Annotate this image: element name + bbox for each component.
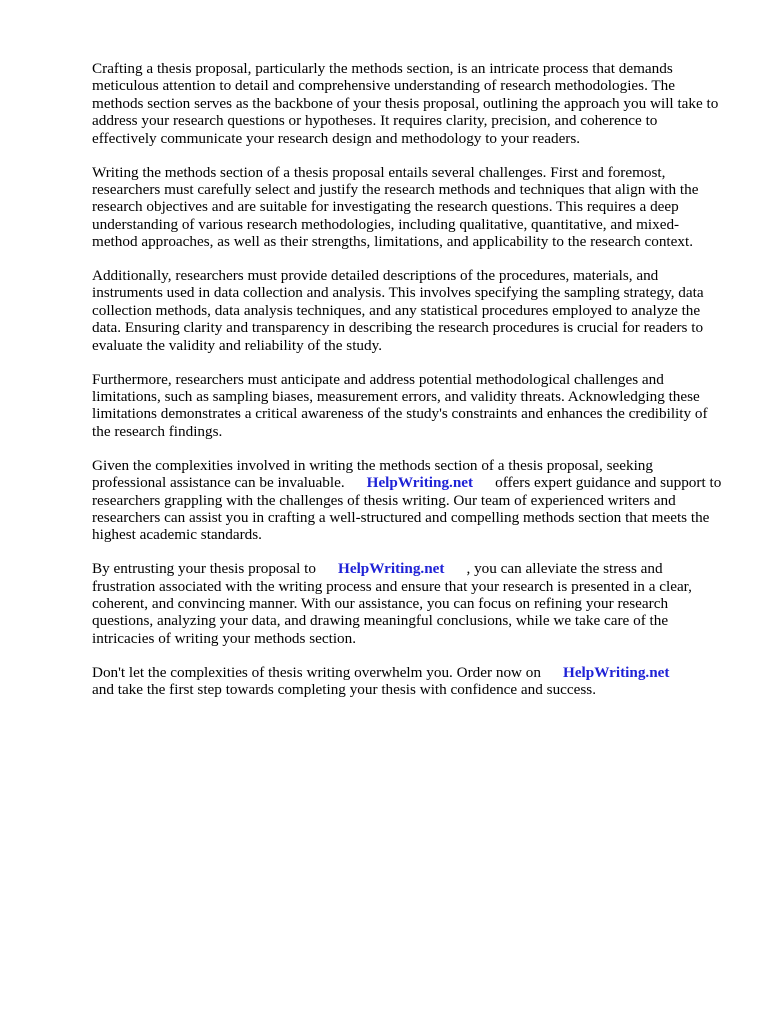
paragraph-entrusting-text-start: By entrusting your thesis proposal to xyxy=(92,560,317,578)
helpwriting-link-3[interactable]: HelpWriting.net xyxy=(563,663,670,681)
paragraph-limitations: Furthermore, researchers must anticipate and address potential methodological challenges and limitations, such as sampling biases, measurement errors, and validity threats. Acknowledging these limitations demonstrates a critical awareness of the study's constraints and enhances the credibility of the research findings. xyxy=(92,370,708,440)
paragraph-call-to-action xyxy=(92,664,722,699)
paragraph-assistance-text-start: Given the complexities involved in writing the methods section of a thesis proposal, seeking professional assistance can be invaluable. xyxy=(92,456,653,492)
helpwriting-link-1[interactable]: HelpWriting.net xyxy=(366,474,474,492)
document-body xyxy=(92,60,722,715)
paragraph-cta-text-end: and take the first step towards completing your thesis with confidence and success. xyxy=(92,681,597,699)
paragraph-assistance xyxy=(92,457,722,544)
paragraph-challenges: Writing the methods section of a thesis proposal entails several challenges. First and foremost, researchers must carefully select and justify the research methods and techniques that align with the research objectives and are suitable for investigating the research questions. This requires a deep understanding of various research methodologies, including qualitative, quantitative, and mixed-method approaches, as well as their strengths, limitations, and applicability to the research context. xyxy=(92,163,699,251)
paragraph-entrusting-text-end: , you can alleviate the stress and frustration associated with the writing process and ensure that your research is presented in a clear, coherent, and convincing manner. With our assistance, you can focus on refining your research questions, analyzing your data, and drawing meaningful conclusions, while we take care of the intricacies of writing your methods section. xyxy=(92,560,692,647)
helpwriting-link-2[interactable]: HelpWriting.net xyxy=(338,560,445,578)
paragraph-intro: Crafting a thesis proposal, particularly the methods section, is an intricate process that demands meticulous attention to detail and comprehensive understanding of research methodologies. The methods section serves as the backbone of your thesis proposal, outlining the approach you will take to address your research questions or hypotheses. It requires clarity, precision, and coherence to effectively communicate your research design and methodology to your readers. xyxy=(92,60,719,147)
paragraph-entrusting xyxy=(92,560,722,647)
paragraph-procedures: Additionally, researchers must provide detailed descriptions of the procedures, materials, and instruments used in data collection and analysis. This involves specifying the sampling strategy, data collection methods, data analysis techniques, and any statistical procedures employed to analyze the data. Ensuring clarity and transparency in describing the research procedures is crucial for readers to evaluate the validity and reliability of the study. xyxy=(92,267,704,354)
paragraph-assistance-text-end: offers expert guidance and support to researchers grappling with the challenges of thesis writing. Our team of experienced writers and researchers can assist you in crafting a well-structured and compelling methods section that meets the highest academic standards. xyxy=(92,474,722,544)
paragraph-cta-text-start: Don't let the complexities of thesis writing overwhelm you. Order now on xyxy=(92,663,541,681)
